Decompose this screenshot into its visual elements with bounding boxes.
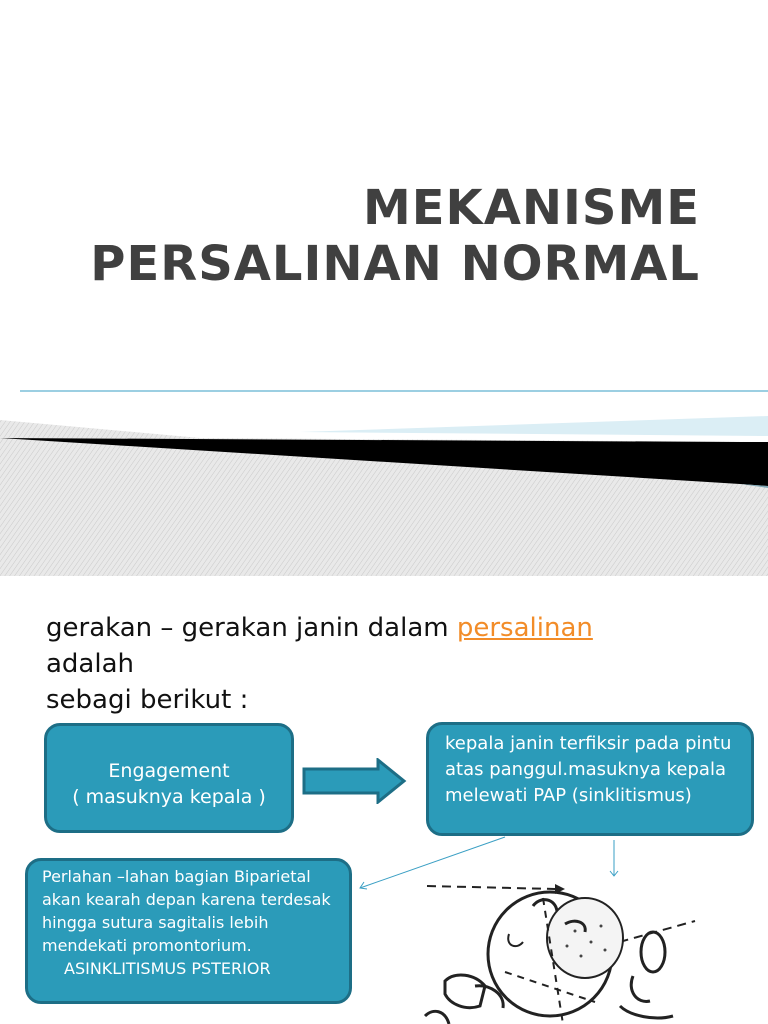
persalinan-link[interactable]: persalinan <box>456 613 593 643</box>
title-line-1: MEKANISME <box>362 180 700 236</box>
right-arrow-icon <box>302 758 408 804</box>
intro-text <box>46 610 746 718</box>
intro-line-2: adalah <box>46 649 135 679</box>
intro-prefix: gerakan – gerakan janin dalam <box>46 613 457 643</box>
asynclitism-body: Perlahan –lahan bagian Biparietal akan kearah depan karena terdesak hingga sutura sagitalis lebih mendekati promontorium. <box>42 867 331 955</box>
title-line-2: PERSALINAN NORMAL <box>90 236 700 292</box>
engagement-subtitle: ( masuknya kepala ) <box>72 786 266 808</box>
definition-box: kepala janin terfiksir pada pintu atas panggul.masuknya kepala melewati PAP (sinklitismus) <box>426 722 754 836</box>
content-slide <box>0 576 768 1024</box>
engagement-title: Engagement <box>108 760 230 782</box>
decorative-band <box>0 380 768 576</box>
fetal-head-illustration <box>405 876 768 1024</box>
engagement-box <box>44 723 294 833</box>
intro-line-3: sebagi berikut : <box>46 685 249 715</box>
asynclitism-box <box>25 858 352 1004</box>
asynclitism-label: ASINKLITISMUS PSTERIOR <box>64 959 271 978</box>
page-title <box>20 180 700 292</box>
